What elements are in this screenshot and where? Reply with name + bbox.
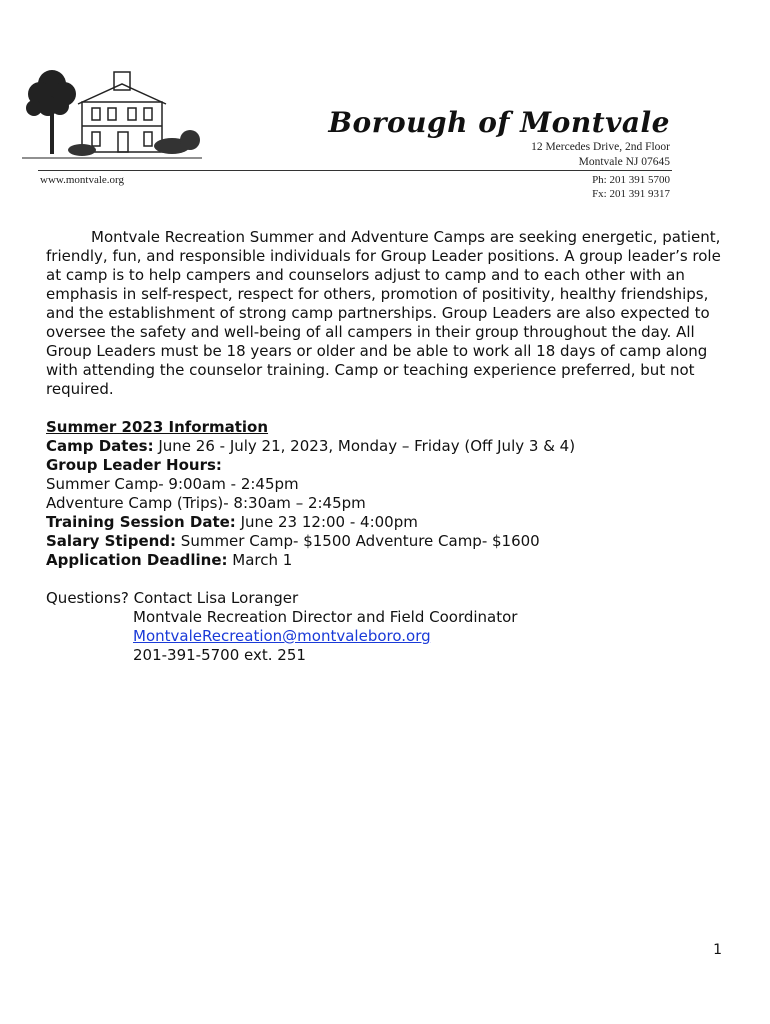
- page-number: 1: [713, 942, 722, 958]
- contact-email-link[interactable]: MontvaleRecreation@montvaleboro.org: [133, 627, 431, 645]
- organization-name: Borough of Montvale: [328, 106, 670, 139]
- deadline-line: [46, 551, 730, 570]
- deadline-label: Application Deadline:: [46, 551, 228, 569]
- contact-title: Montvale Recreation Director and Field Coordinator: [133, 608, 518, 626]
- deadline-value: March 1: [227, 551, 293, 569]
- document-body: [46, 228, 730, 665]
- summer-camp-hours: Summer Camp- 9:00am - 2:45pm: [46, 475, 299, 493]
- stipend-label: Salary Stipend:: [46, 532, 177, 550]
- address-line-2: Montvale NJ 07645: [578, 156, 670, 168]
- camp-dates-line: [46, 437, 730, 456]
- stipend-line: [46, 532, 730, 551]
- contact-section: [46, 589, 730, 665]
- contact-email-row: [46, 627, 730, 646]
- house-with-tree-logo-icon: [22, 62, 202, 162]
- contact-intro: Questions? Contact Lisa Loranger: [46, 589, 299, 607]
- letterhead: [0, 0, 770, 210]
- letterhead-divider: [38, 170, 672, 171]
- website-text: www.montvale.org: [40, 174, 125, 186]
- address-line-1: 12 Mercedes Drive, 2nd Floor: [531, 141, 670, 153]
- phone-text: Ph: 201 391 5700: [592, 174, 670, 186]
- section-heading: Summer 2023 Information: [46, 418, 269, 436]
- camp-dates-value: June 26 - July 21, 2023, Monday – Friday (Off July 3 & 4): [153, 437, 576, 455]
- training-line: [46, 513, 730, 532]
- summer-info-section: [46, 418, 730, 570]
- contact-phone: 201-391-5700 ext. 251: [133, 646, 306, 664]
- training-value: June 23 12:00 - 4:00pm: [235, 513, 418, 531]
- fax-text: Fx: 201 391 9317: [592, 188, 670, 200]
- hours-label: Group Leader Hours:: [46, 456, 222, 474]
- stipend-value: Summer Camp- $1500 Adventure Camp- $1600: [176, 532, 540, 550]
- intro-paragraph: Montvale Recreation Summer and Adventure Camps are seeking energetic, patient, friendly, fun, and responsible individuals for Group Leader positions. A group leader’s role at camp is to help campers and counselors adjust to camp and to each other with an emphasis in self-respect, respect for others, promotion of positivity, healthy friendships, and the establishment of strong camp partnerships. Group Leaders are also expected to oversee the safety and well-being of all campers in their group throughout the day. All Group Leaders must be 18 years or older and be able to work all 18 days of camp along with attending the counselor training. Camp or teaching experience preferred, but not required.: [46, 228, 721, 398]
- training-label: Training Session Date:: [46, 513, 236, 531]
- camp-dates-label: Camp Dates:: [46, 437, 154, 455]
- adventure-camp-hours: Adventure Camp (Trips)- 8:30am – 2:45pm: [46, 494, 366, 512]
